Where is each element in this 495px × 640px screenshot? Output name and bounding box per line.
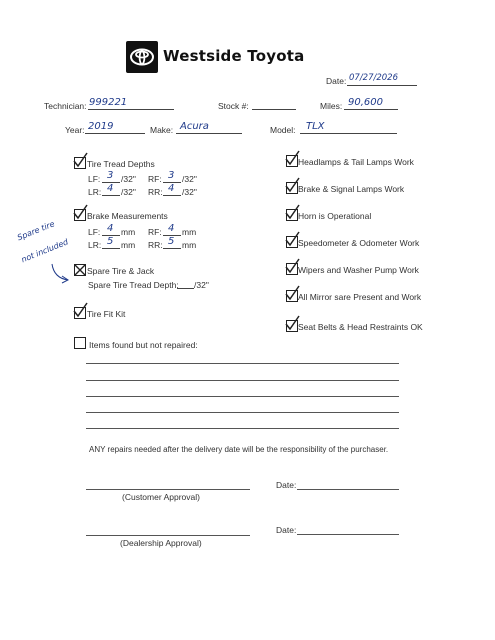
items-found-label: Items found but not repaired:	[89, 340, 198, 350]
customer-approval-label: (Customer Approval)	[122, 492, 200, 502]
miles-label: Miles:	[320, 101, 343, 111]
items-found-checkbox[interactable]	[74, 337, 86, 349]
tire-tread-checkbox[interactable]	[74, 157, 86, 169]
spare-note-line2: not included	[20, 237, 70, 265]
model-label: Model:	[270, 125, 296, 135]
date-field[interactable]	[347, 74, 417, 86]
speedometer-checkbox[interactable]	[286, 236, 298, 248]
brake-label: Brake Measurements	[87, 211, 168, 221]
tread-lr-field[interactable]	[102, 184, 120, 196]
dealership-date-line[interactable]	[297, 534, 399, 535]
notes-line-5[interactable]	[86, 428, 399, 429]
brake-rf-unit: mm	[182, 227, 197, 237]
spare-tire-checkbox[interactable]	[74, 264, 86, 276]
dealership-signature-line[interactable]	[86, 535, 250, 536]
spare-tire-label: Spare Tire & Jack	[87, 266, 155, 276]
tire-tread-label: Tire Tread Depths	[87, 159, 155, 169]
mirrors-label: All Mirror sare Present and Work	[298, 292, 422, 302]
tread-lf-label: LF:	[88, 174, 101, 184]
tread-lr-value: 4	[107, 183, 114, 194]
speedometer-label: Speedometer & Odometer Work	[298, 238, 420, 248]
customer-date-label: Date:	[276, 480, 297, 490]
brake-rf-field[interactable]	[163, 224, 181, 236]
tread-rf-field[interactable]	[163, 171, 181, 183]
brake-lamps-checkbox[interactable]	[286, 182, 298, 194]
technician-value: 999221	[89, 97, 128, 108]
brake-lr-field[interactable]	[102, 237, 120, 249]
spare-depth-label: Spare Tire Tread Depth:	[88, 280, 179, 290]
notes-line-2[interactable]	[86, 380, 399, 381]
notes-line-1[interactable]	[86, 363, 399, 364]
wipers-label: Wipers and Washer Pump Work	[298, 265, 419, 275]
brake-lf-field[interactable]	[102, 224, 120, 236]
arrow-icon	[48, 262, 74, 286]
year-label: Year:	[65, 125, 85, 135]
headlamps-checkbox[interactable]	[286, 155, 298, 167]
brake-lr-label: LR:	[88, 240, 102, 250]
brake-rf-label: RF:	[148, 227, 162, 237]
notes-line-3[interactable]	[86, 396, 399, 397]
model-value: TLX	[306, 121, 325, 132]
dealership-approval-label: (Dealership Approval)	[120, 538, 202, 548]
tread-lr-label: LR:	[88, 187, 102, 197]
seat-belts-label: Seat Belts & Head Restraints OK	[298, 322, 423, 332]
tread-lf-field[interactable]	[102, 171, 120, 183]
brake-lf-unit: mm	[121, 227, 136, 237]
model-field[interactable]	[300, 122, 397, 134]
miles-field[interactable]	[344, 98, 398, 110]
spare-depth-field[interactable]	[177, 277, 194, 289]
tread-lr-unit: /32"	[121, 187, 136, 197]
technician-field[interactable]	[88, 98, 174, 110]
notes-line-4[interactable]	[86, 412, 399, 413]
horn-checkbox[interactable]	[286, 209, 298, 221]
brake-rr-value: 5	[168, 236, 175, 247]
horn-label: Horn is Operational	[298, 211, 372, 221]
technician-label: Technician:	[44, 101, 87, 111]
stock-label: Stock #:	[218, 101, 249, 111]
seat-belts-checkbox[interactable]	[286, 320, 298, 332]
date-value: 07/27/2026	[349, 73, 398, 83]
tread-rr-field[interactable]	[163, 184, 181, 196]
disclaimer-text: ANY repairs needed after the delivery date will be the responsibility of the purchaser.	[89, 445, 389, 454]
dealer-name: Westside Toyota	[163, 47, 305, 65]
year-value: 2019	[88, 121, 114, 132]
mirrors-checkbox[interactable]	[286, 290, 298, 302]
tread-rr-label: RR:	[148, 187, 163, 197]
spare-depth-unit: /32"	[194, 280, 209, 290]
brake-lf-label: LF:	[88, 227, 101, 237]
miles-value: 90,600	[348, 97, 383, 108]
wipers-checkbox[interactable]	[286, 263, 298, 275]
brake-rf-value: 4	[168, 223, 175, 234]
toyota-logo	[126, 41, 158, 73]
customer-date-line[interactable]	[297, 489, 399, 490]
brake-lamps-label: Brake & Signal Lamps Work	[298, 184, 405, 194]
customer-signature-line[interactable]	[86, 489, 250, 490]
year-field[interactable]	[85, 122, 145, 134]
tread-rf-unit: /32"	[182, 174, 197, 184]
date-label: Date:	[326, 76, 347, 86]
make-label: Make:	[150, 125, 174, 135]
make-field[interactable]	[176, 122, 242, 134]
tire-fit-checkbox[interactable]	[74, 307, 86, 319]
cross-icon	[75, 265, 87, 277]
tread-rr-value: 4	[168, 183, 175, 194]
spare-note-line1: Spare tire	[16, 219, 56, 243]
dealership-date-label: Date:	[276, 525, 297, 535]
brake-lr-value: 5	[107, 236, 114, 247]
brake-rr-unit: mm	[182, 240, 197, 250]
brake-rr-field[interactable]	[163, 237, 181, 249]
tire-fit-label: Tire Fit Kit	[87, 309, 126, 319]
stock-field[interactable]	[252, 98, 296, 110]
make-value: Acura	[180, 121, 209, 132]
tread-rf-value: 3	[168, 170, 175, 181]
brake-lr-unit: mm	[121, 240, 136, 250]
brake-rr-label: RR:	[148, 240, 163, 250]
tread-rr-unit: /32"	[182, 187, 197, 197]
tread-lf-value: 3	[107, 170, 114, 181]
brake-lf-value: 4	[107, 223, 114, 234]
brake-checkbox[interactable]	[74, 209, 86, 221]
tread-lf-unit: /32"	[121, 174, 136, 184]
headlamps-label: Headlamps & Tail Lamps Work	[298, 157, 414, 167]
tread-rf-label: RF:	[148, 174, 162, 184]
